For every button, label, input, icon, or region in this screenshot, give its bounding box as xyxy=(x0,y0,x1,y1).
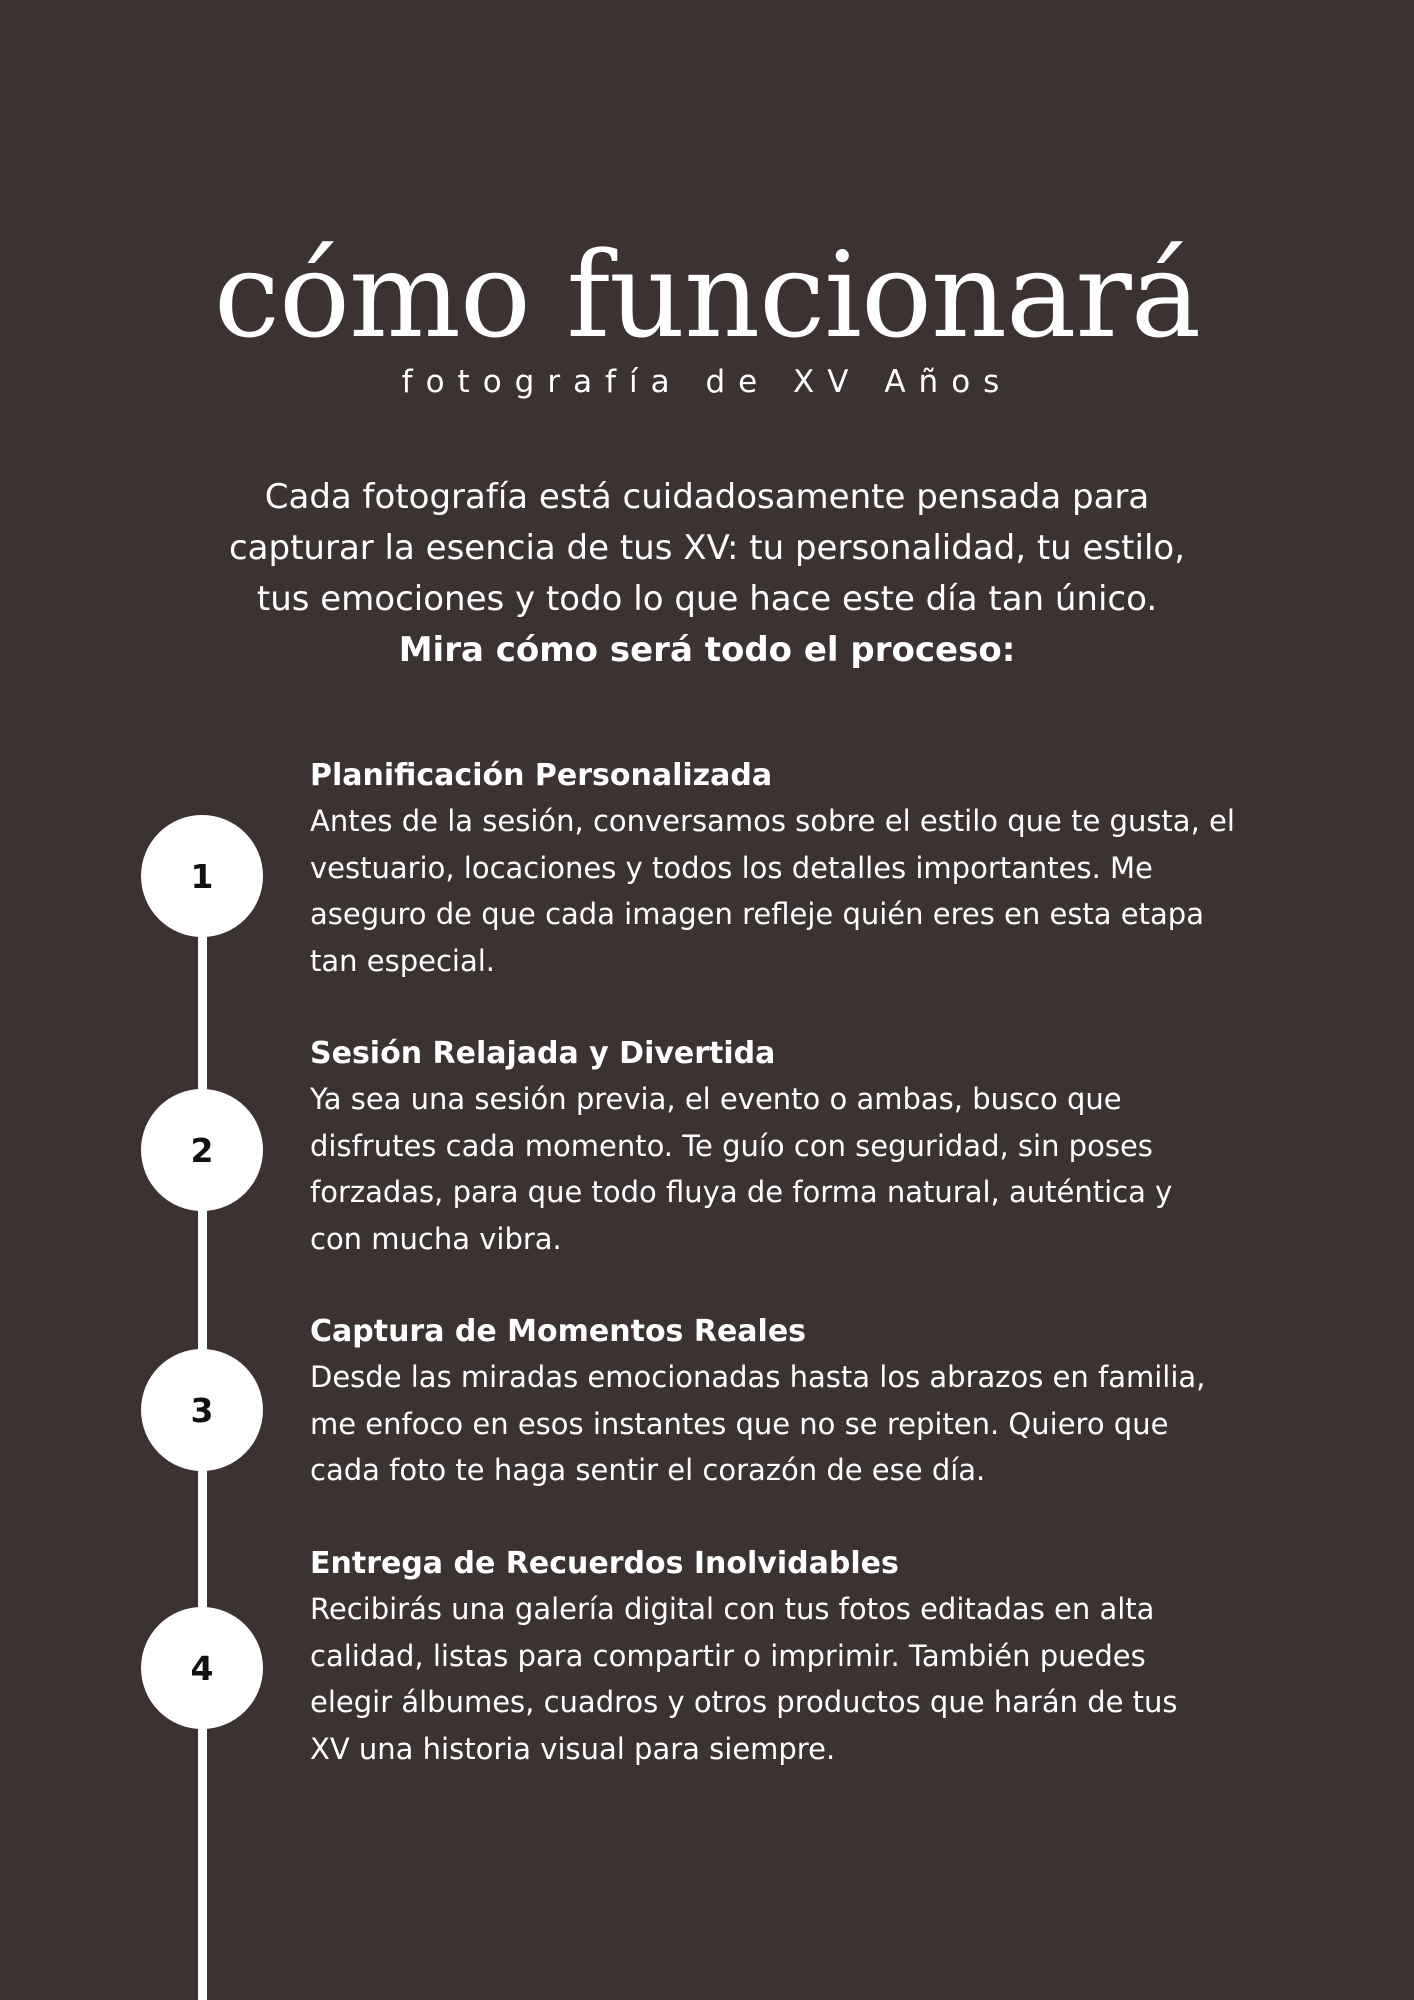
step-description xyxy=(310,1586,1310,1772)
intro-line: capturar la esencia de tus XV: tu personalidad, tu estilo, xyxy=(228,528,1186,568)
step-description-line: Ya sea una sesión previa, el evento o ambas, busco que xyxy=(310,1082,1122,1116)
step-number: 2 xyxy=(190,1130,214,1170)
timeline-step xyxy=(310,1310,1310,1494)
intro-line: Cada fotografía está cuidadosamente pensada para xyxy=(264,477,1150,517)
step-number: 3 xyxy=(190,1390,214,1430)
step-description xyxy=(310,1354,1310,1494)
step-description-line: forzadas, para que todo fluya de forma natural, auténtica y xyxy=(310,1175,1173,1209)
step-description-line: XV una historia visual para siempre. xyxy=(310,1731,836,1766)
step-title: Captura de Momentos Reales xyxy=(310,1314,807,1349)
step-title: Sesión Relajada y Divertida xyxy=(310,1036,776,1071)
timeline-step xyxy=(310,1032,1310,1262)
step-description-line: me enfoco en esos instantes que no se repiten. Quiero que xyxy=(310,1406,1169,1441)
timeline-step xyxy=(310,1542,1310,1772)
step-number: 4 xyxy=(190,1648,214,1688)
step-description xyxy=(310,1076,1310,1262)
step-description-line: disfrutes cada momento. Te guío con seguridad, sin poses xyxy=(310,1128,1153,1163)
step-number-circle xyxy=(141,1349,263,1471)
step-description-line: cada foto te haga sentir el corazón de ese día. xyxy=(310,1453,986,1487)
step-title: Entrega de Recuerdos Inolvidables xyxy=(310,1546,899,1581)
step-description-line: tan especial. xyxy=(310,943,495,978)
step-description-line: aseguro de que cada imagen refleje quién eres en esta etapa xyxy=(310,897,1204,931)
step-description-line: con mucha vibra. xyxy=(310,1221,562,1256)
intro-line: tus emociones y todo lo que hace este día tan único. xyxy=(256,579,1158,619)
step-description xyxy=(310,798,1310,984)
timeline-step xyxy=(310,754,1310,984)
intro-emphasis: Mira cómo será todo el proceso: xyxy=(398,630,1016,670)
step-description-line: calidad, listas para compartir o imprimir. También puedes xyxy=(310,1638,1146,1673)
page-subtitle: fotografía de XV Años xyxy=(401,364,1013,400)
step-description-line: Recibirás una galería digital con tus fotos editadas en alta xyxy=(310,1592,1155,1626)
step-number-circle xyxy=(141,1089,263,1211)
step-number-circle xyxy=(141,815,263,937)
page-title: cómo funcionará xyxy=(213,226,1201,364)
step-title: Planificación Personalizada xyxy=(310,758,773,793)
step-number-circle xyxy=(141,1607,263,1729)
step-description-line: Desde las miradas emocionadas hasta los abrazos en familia, xyxy=(310,1360,1206,1394)
step-description-line: Antes de la sesión, conversamos sobre el estilo que te gusta, el xyxy=(310,804,1235,838)
intro-paragraph xyxy=(157,472,1257,676)
step-description-line: elegir álbumes, cuadros y otros productos que harán de tus xyxy=(310,1685,1178,1719)
step-description-line: vestuario, locaciones y todos los detalles importantes. Me xyxy=(310,850,1153,885)
step-number: 1 xyxy=(190,856,214,896)
